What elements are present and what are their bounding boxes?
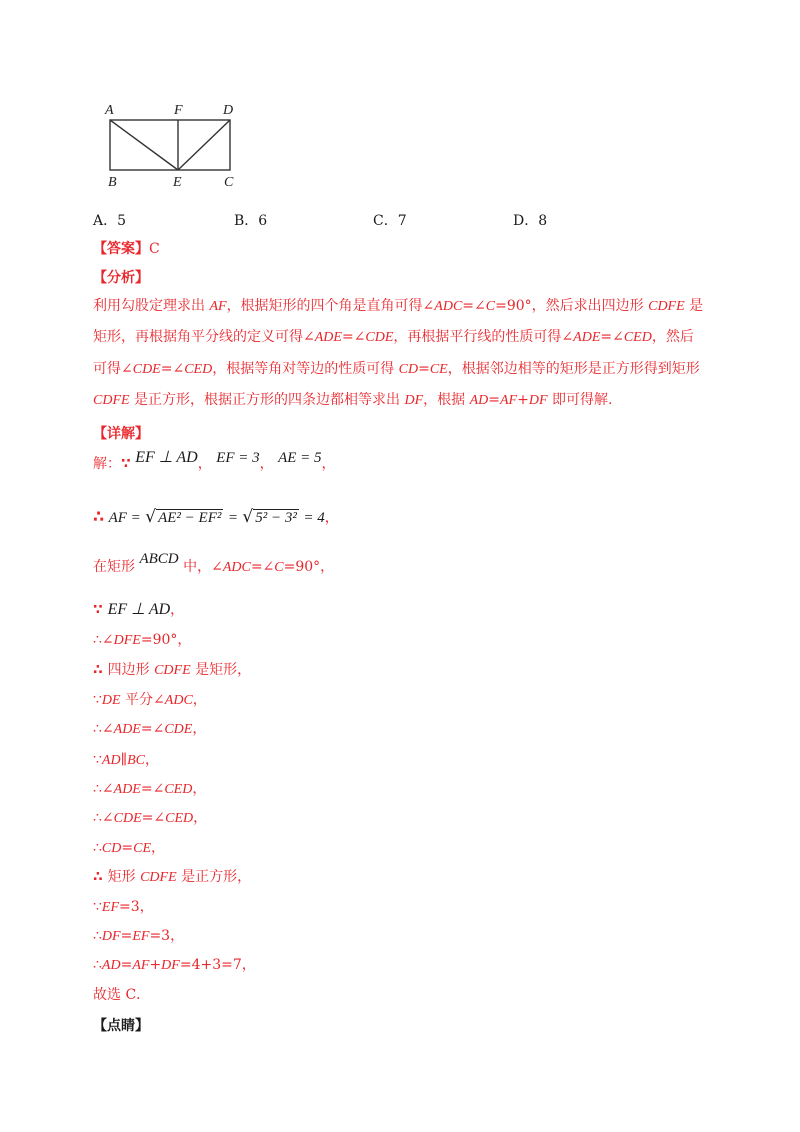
analysis-line: 矩形，再根据角平分线的定义可得∠ADE=∠CDE，再根据平行线的性质可得∠ADE=∠CED，然后 (93, 329, 694, 345)
solution-step: ∴∠ADE=∠CED， (93, 781, 207, 797)
analysis-line: CDFE 是正方形，根据正方形的四条边都相等求出 DF，根据 AD=AF+DF 即可得解. (93, 392, 613, 408)
solution-step: ∴∠DFE=90°， (93, 632, 192, 648)
solution-step: 故选 C． (93, 987, 151, 1003)
option-d: D．8 (513, 213, 548, 229)
label-d: D (223, 103, 234, 118)
solution-step: ∴∠ADE=∠CDE， (93, 721, 207, 737)
segment-de (178, 120, 230, 170)
option-c: C．7 (373, 213, 407, 229)
analysis-line: 利用勾股定理求出 AF，根据矩形的四个角是直角可得∠ADC=∠C=90°，然后求出四边形 CDFE 是 (93, 298, 704, 314)
solution-step: ∴ 四边形 CDFE 是矩形， (93, 662, 252, 678)
label-b: B (108, 175, 117, 190)
rectangle-abcd (110, 120, 230, 170)
solution-step: ∴∠CDE=∠CED， (93, 810, 208, 826)
geometry-figure (100, 98, 250, 190)
solution-step: ∵DE 平分∠ADC， (93, 692, 207, 708)
solution-step: ∵EF=3， (93, 899, 154, 915)
segment-ae (110, 120, 178, 170)
detail-line-2: ∴ AF = √ AE² − EF² = √ 5² − 3² = 4， (93, 507, 339, 527)
label-a: A (105, 103, 114, 118)
answer-tag: 【答案】 (93, 241, 149, 257)
detail-tag: 【详解】 (93, 426, 149, 442)
label-e: E (173, 175, 182, 190)
comment-tag: 【点睛】 (93, 1018, 149, 1034)
answer-line (93, 239, 160, 259)
solution-step: ∴DF=EF=3， (93, 928, 185, 944)
analysis-tag: 【分析】 (93, 270, 149, 286)
answer-value: C (149, 241, 160, 257)
solution-step: ∴CD=CE， (93, 840, 165, 856)
option-b: B．6 (234, 213, 268, 229)
solution-step: ∴ 矩形 CDFE 是正方形， (93, 869, 252, 885)
analysis-line: 可得∠CDE=∠CED，根据等角对等边的性质可得 CD=CE，根据邻边相等的矩形是正方形得到矩形 (93, 361, 700, 377)
detail-line-3: 在矩形 ABCD 中，∠ADC=∠C=90°， (93, 551, 335, 575)
solution-step: ∵AD∥BC， (93, 752, 159, 768)
label-c: C (224, 175, 234, 190)
detail-line-1: 解：∵ EF ⊥ AD， EF = 3， AE = 5， (93, 449, 336, 472)
label-f: F (174, 103, 183, 118)
solution-step: ∴AD=AF+DF=4+3=7， (93, 957, 256, 973)
option-a: A．5 (93, 213, 127, 229)
solution-step: ∵ EF ⊥ AD， (93, 601, 185, 618)
